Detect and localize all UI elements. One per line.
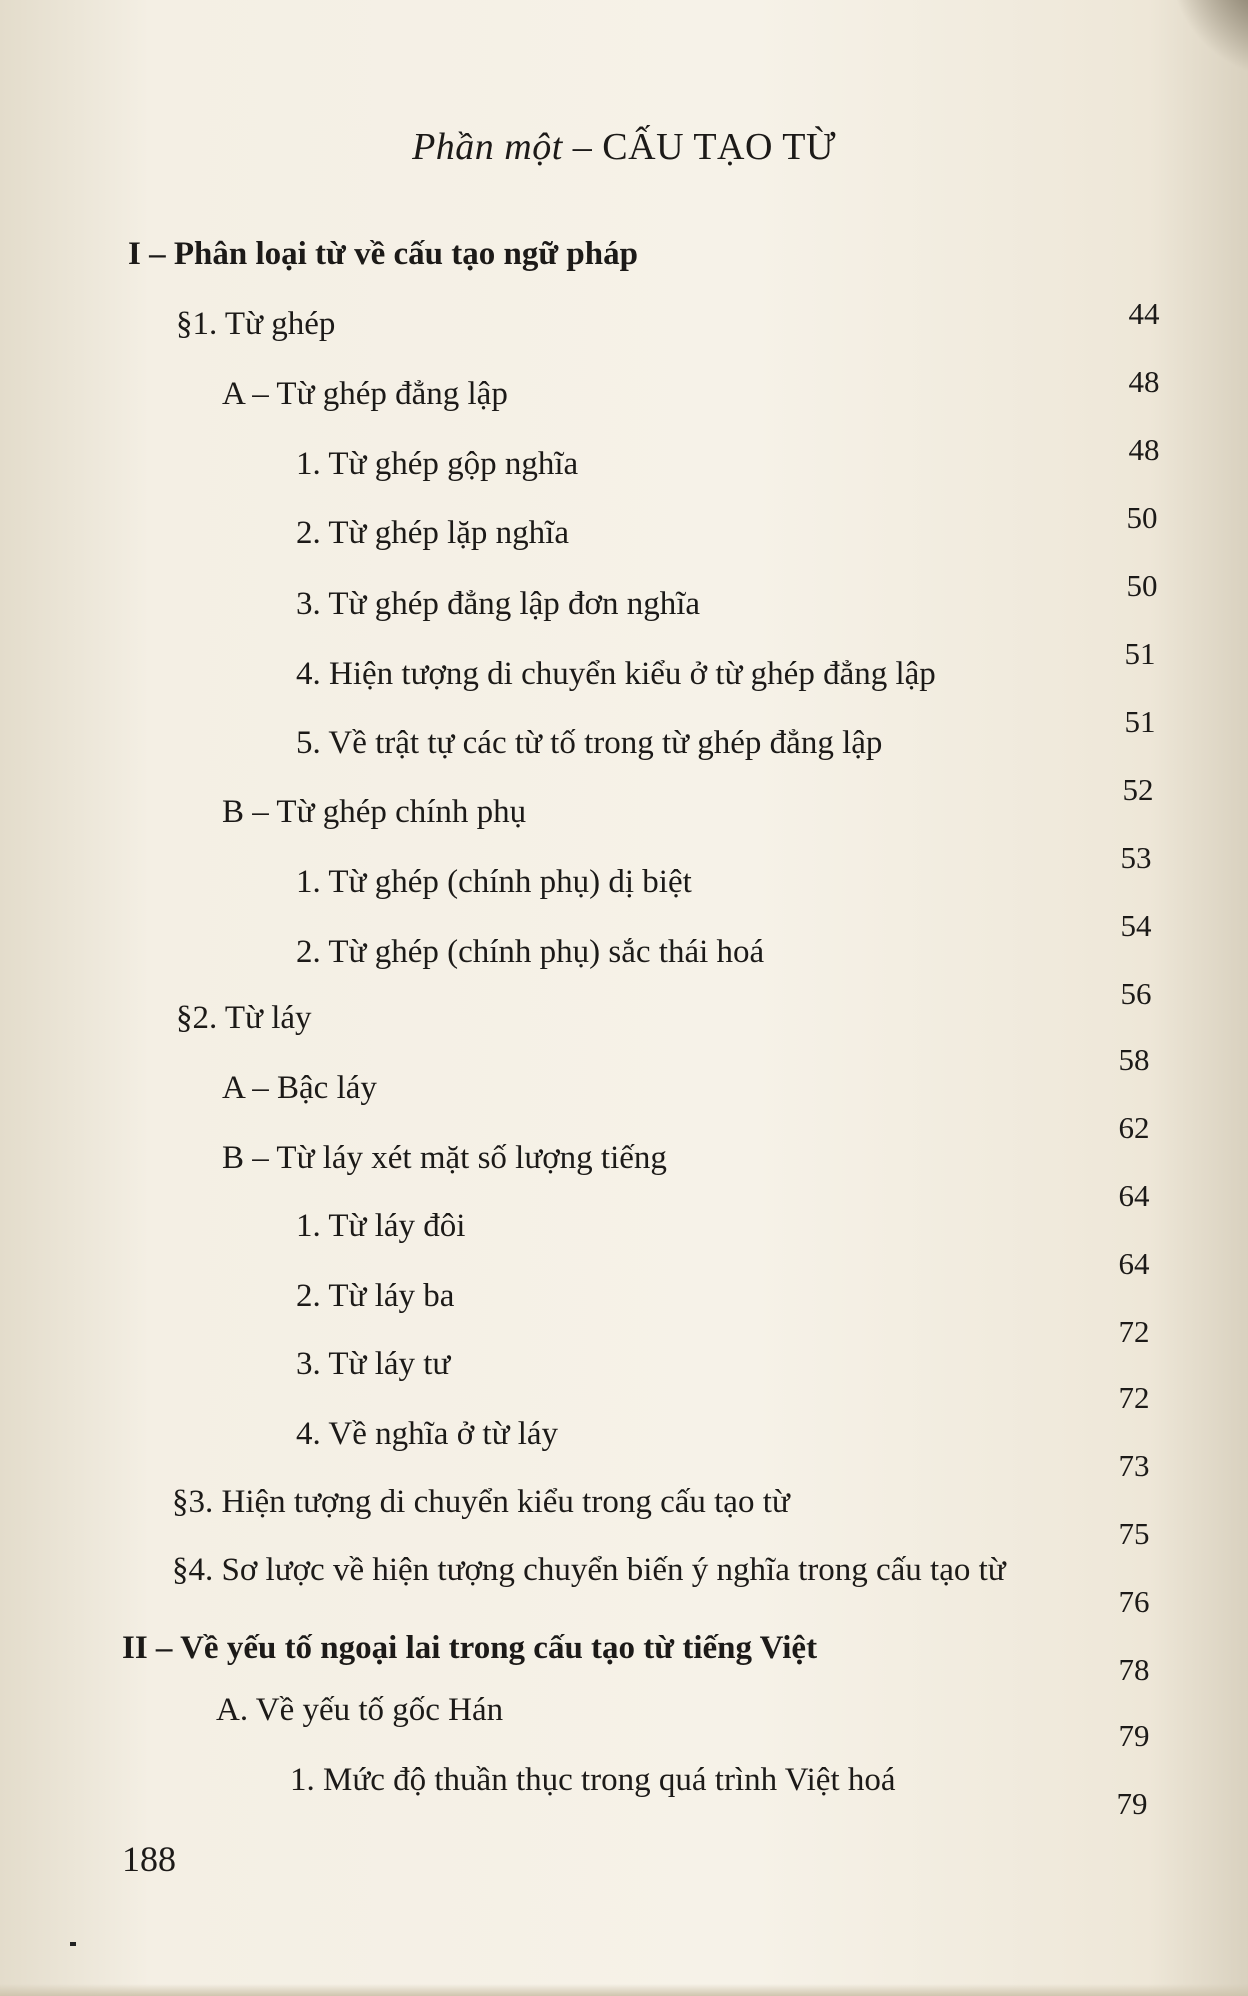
toc-page-number: 53 (1120, 840, 1152, 875)
toc-page-number: 79 (1116, 1786, 1148, 1821)
toc-page-number: 54 (1120, 908, 1152, 943)
toc-page-number: 50 (1126, 568, 1158, 603)
toc-page-number: 44 (1128, 296, 1160, 331)
page-number: 188 (122, 1839, 176, 1879)
toc-page-number: 48 (1128, 364, 1160, 399)
toc-page-number: 52 (1122, 772, 1154, 807)
table-of-contents: I – Phân loại từ về cấu tạo ngữ pháp §1. Từ ghép A – Từ ghép đẳng lập 1. Từ ghép gộp nghĩa 2. Từ ghép lặp nghĩa 3. Từ ghép đẳng lập đơn nghĩa 4. Hiện tượng di chuyển kiểu ở từ ghép đẳng lập 5. Về trật tự các từ tố trong từ ghép đẳng lập B – Từ ghép chính phụ 1. Từ ghép (chính phụ) dị biệt 2. Từ ghép (chính phụ) sắc thái hoá §2. Từ láy A – Bậc láy B – Từ láy xét mặt số lượng tiếng 1. Từ láy đôi 2. Từ láy ba 3. Từ láy tư 4. Về nghĩa ở từ láy §3. Hiện tượng di chuyển kiểu trong cấu tạo từ §4. Sơ lược về hiện tượng chuyển biến ý nghĩa trong cấu tạo từ II – Về yếu tố ngoại lai trong cấu tạo từ tiếng Việt A. Về yếu tố gốc Hán 1. Mức độ thuần thục trong quá trình Việt hoá 44 48 48 50 50 51 51 52 53 54 56 58 62 64 64 72 72 73 75 76 78 79 79 (0, 0, 1248, 1996)
toc-page-number: 64 (1118, 1178, 1150, 1213)
toc-page-number: 76 (1118, 1584, 1150, 1619)
toc-page-number: 62 (1118, 1110, 1150, 1145)
toc-page-number: 73 (1118, 1448, 1150, 1483)
toc-page-number: 50 (1126, 500, 1158, 535)
toc-page-number: 78 (1118, 1652, 1150, 1687)
toc-page-number: 72 (1118, 1380, 1150, 1415)
ink-mark (70, 1942, 76, 1946)
toc-page-number: 75 (1118, 1516, 1150, 1551)
toc-page-number: 79 (1118, 1718, 1150, 1753)
toc-page-number: 58 (1118, 1042, 1150, 1077)
part-name: CẤU TẠO TỪ (602, 126, 836, 168)
toc-page-number: 51 (1124, 704, 1156, 739)
part-label: Phần một (412, 126, 563, 168)
toc-page-number: 48 (1128, 432, 1160, 467)
toc-page-number: 51 (1124, 636, 1156, 671)
toc-page-number: 56 (1120, 976, 1152, 1011)
part-dash: – (572, 126, 593, 168)
toc-page-number: 64 (1118, 1246, 1150, 1281)
toc-page-number: 72 (1118, 1314, 1150, 1349)
